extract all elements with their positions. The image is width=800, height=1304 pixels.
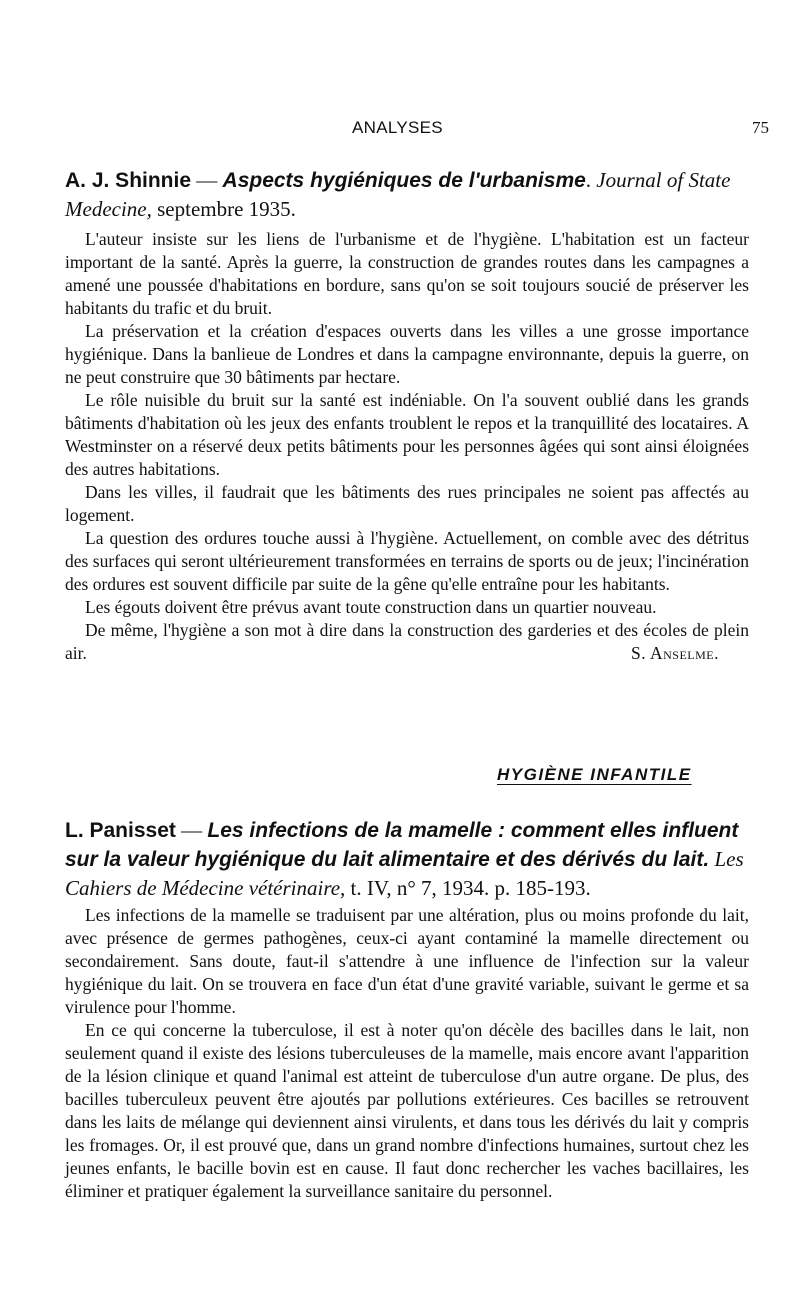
entry1-date: septembre 1935.	[151, 197, 296, 221]
entry2-author: L. Panisset	[65, 819, 176, 842]
page-header	[0, 118, 800, 144]
entry1-author: A. J. Shinnie	[65, 169, 192, 192]
entry2-journal: Les Cahiers de Médecine vétérinaire,	[65, 847, 744, 900]
entry1-heading: A. J. Shinnie — Aspects hygiéniques de l'urbanisme. Journal of State Medecine, septembre 1935.	[65, 168, 731, 221]
entry1-paragraph-7	[65, 619, 749, 665]
entry2-body	[65, 904, 749, 1203]
entry1-title: Aspects hygiéniques de l'urbanisme	[222, 169, 586, 192]
entry2-paragraph-1: Les infections de la mamelle se traduisent par une altération, plus ou moins profonde du lait, avec présence de germes pathogènes, ceux-ci ayant contaminé la mamelle directement ou secondairement. Sans doute, faut-il s'attendre à une influence de l'infection sur la valeur hygiénique du lait. On se trouvera en face d'un état d'une gravité variable, suivant le germe et sa virulence pour l'homme.	[65, 905, 749, 1017]
running-head: ANALYSES	[352, 118, 443, 137]
entry1-paragraph-3: Le rôle nuisible du bruit sur la santé est indéniable. On l'a souvent oublié dans les grands bâtiments d'habitation où les jeux des enfants troublent le repos et la tranquillité des locataires. A Westminster on a réservé deux petits bâtiments pour les personnes âgées qui sont ainsi éloignées des autres habitations.	[65, 390, 749, 479]
entry2-paragraph-2: En ce qui concerne la tuberculose, il est à noter qu'on décèle des bacilles dans le lait, non seulement quand il existe des lésions tuberculeuses de la mamelle, mais encore avant l'apparition de la lésion clinique et quand l'animal est atteint de tuberculose d'un autre organe. De plus, des bacilles tuberculeux peuvent être ajoutés par pollutions extérieures. Ces bacilles se retrouvent dans les laits de mélange qui deviennent ainsi virulents, et dans tous les dérivés du lait y compris les fromages. Or, il est prouvé que, dans un grand nombre d'infections humaines, surtout chez les jeunes enfants, le bacille bovin est en cause. Il faut donc rechercher les vaches bacillaires, les éliminer et pratiquer également la surveillance sanitaire du personnel.	[65, 1020, 749, 1201]
entry1-dash: —	[191, 168, 223, 192]
entry1-signature: S. Anselme.	[630, 643, 719, 663]
section-heading: HYGIÈNE INFANTILE	[497, 765, 692, 784]
entry2-dash: —	[175, 818, 208, 842]
entry2-title: Les infections de la mamelle : comment elles influent sur la valeur hygiénique du lait alimentaire et des dérivés du lait.	[65, 819, 739, 871]
entry1-journal: Journal of State Medecine,	[65, 168, 731, 221]
entry1-paragraph-4: Dans les villes, il faudrait que les bâtiments des rues principales ne soient pas affectés au logement.	[65, 482, 749, 525]
entry1-paragraph-1: L'auteur insiste sur les liens de l'urbanisme et de l'hygiène. L'habitation est un facteur important de la santé. Après la guerre, la construction de grandes routes dans les campagnes a amené une poussée d'habitations en bordure, sans qu'on se soit toujours soucié de préserver les habitants du trafic et du bruit.	[65, 229, 749, 318]
entry1-paragraph-7-text: De même, l'hygiène a son mot à dire dans la construction des garderies et des écoles de plein air.	[65, 620, 749, 663]
entry1-paragraph-5: La question des ordures touche aussi à l'hygiène. Actuellement, on comble avec des détritus des surfaces qui seront ultérieurement transformées en terrains de sports ou de jeux; l'incinération des ordures est souvent difficile par suite de la gêne qu'elle entraîne pour les habitants.	[65, 528, 749, 594]
entry2-citation: t. IV, n° 7, 1934. p. 185-193.	[345, 876, 591, 900]
entry1-paragraph-6: Les égouts doivent être prévus avant toute construction dans un quartier nouveau.	[85, 597, 657, 617]
entry1-body	[65, 228, 749, 665]
entry1-paragraph-2: La préservation et la création d'espaces ouverts dans les villes a une grosse importance hygiénique. Dans la banlieue de Londres et dans la campagne environnante, depuis la guerre, on ne peut construire que 30 bâtiments par hectare.	[65, 321, 749, 387]
entry2-heading	[65, 816, 745, 902]
page-number: 75	[752, 118, 769, 137]
